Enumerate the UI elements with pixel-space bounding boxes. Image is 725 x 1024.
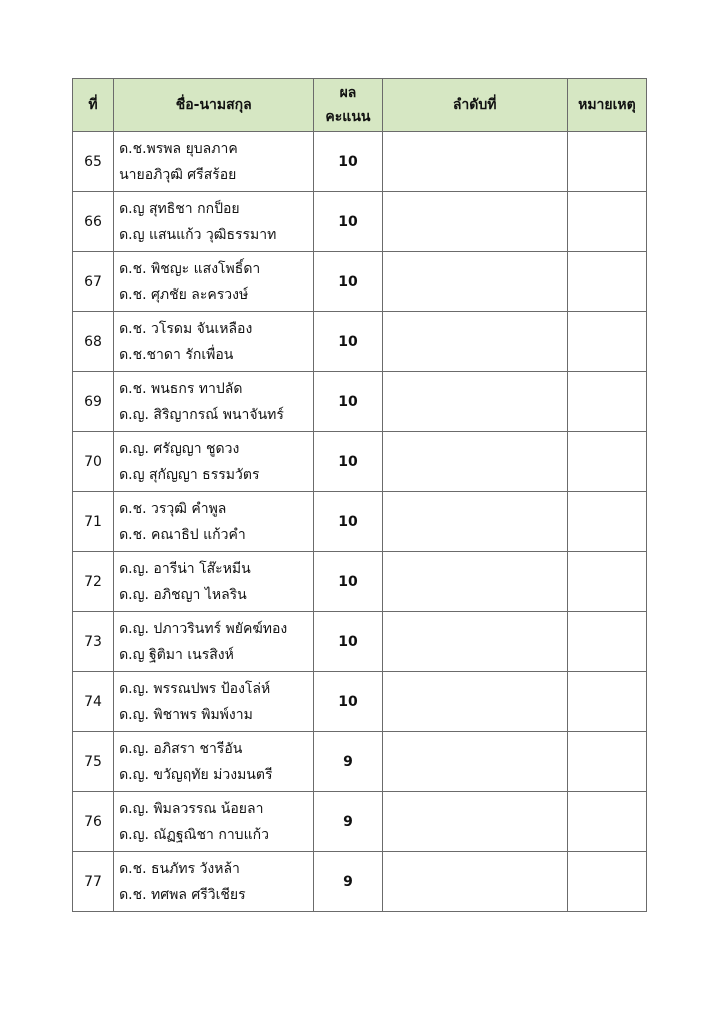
table-row: [73, 432, 647, 492]
row-score: 10: [314, 492, 382, 552]
table-row: [73, 312, 647, 372]
student-name: ด.ช. ศุภชัย ละครวงษ์: [119, 286, 249, 303]
student-name: ด.ช. วโรดม จันเหลือง: [119, 320, 253, 337]
table-row: [73, 792, 647, 852]
student-name: ด.ช. พนธกร ทาปลัด: [119, 380, 243, 397]
student-name: ด.ญ. อารีน่า โส๊ะหมีน: [119, 560, 251, 577]
student-name: ด.ญ. ณัฏฐณิชา กาบแก้ว: [119, 826, 269, 843]
row-rank: [382, 732, 567, 792]
table-row: [73, 492, 647, 552]
row-number: 77: [73, 852, 114, 912]
row-note: [567, 192, 646, 252]
student-name: ด.ช. คณาธิป แก้วคำ: [119, 526, 246, 543]
student-name: ด.ญ. อภิสรา ชารีอัน: [119, 740, 243, 757]
header-note: หมายเหตุ: [567, 79, 646, 132]
row-names: [114, 792, 314, 852]
row-names: [114, 612, 314, 672]
row-note: [567, 312, 646, 372]
row-score: 10: [314, 552, 382, 612]
student-name: นายอภิวุฒิ ศรีสร้อย: [119, 166, 237, 183]
row-number: 76: [73, 792, 114, 852]
header-score: [314, 79, 382, 132]
student-name: ด.ช. ธนภัทร วังหล้า: [119, 860, 240, 877]
row-rank: [382, 852, 567, 912]
table-row: [73, 852, 647, 912]
student-name: ด.ช. พิชญะ แสงโพธิ์ดา: [119, 260, 261, 277]
row-score: 10: [314, 612, 382, 672]
row-names: [114, 192, 314, 252]
row-rank: [382, 432, 567, 492]
row-rank: [382, 612, 567, 672]
student-name: ด.ช. ทศพล ศรีวิเชียร: [119, 886, 246, 903]
student-name: ด.ญ. ปภาวรินทร์ พยัคฆ์ทอง: [119, 620, 288, 637]
row-note: [567, 732, 646, 792]
row-rank: [382, 672, 567, 732]
table-row: [73, 672, 647, 732]
row-names: [114, 852, 314, 912]
row-score: 10: [314, 432, 382, 492]
header-name: ชื่อ-นามสกุล: [114, 79, 314, 132]
row-note: [567, 432, 646, 492]
row-number: 70: [73, 432, 114, 492]
row-note: [567, 132, 646, 192]
table-row: [73, 252, 647, 312]
row-note: [567, 252, 646, 312]
row-rank: [382, 312, 567, 372]
student-name: ด.ญ. สิริญากรณ์ พนาจันทร์: [119, 406, 284, 423]
row-score: 10: [314, 312, 382, 372]
student-name: ด.ญ. อภิชญา ไหลริน: [119, 586, 247, 603]
table-row: [73, 552, 647, 612]
student-name: ด.ญ. ขวัญฤทัย ม่วงมนตรี: [119, 766, 273, 783]
table-row: [73, 372, 647, 432]
row-names: [114, 312, 314, 372]
row-names: [114, 252, 314, 312]
header-rank: ลำดับที่: [382, 79, 567, 132]
row-rank: [382, 192, 567, 252]
row-names: [114, 732, 314, 792]
row-note: [567, 552, 646, 612]
row-score: 9: [314, 852, 382, 912]
row-score: 10: [314, 252, 382, 312]
row-rank: [382, 252, 567, 312]
student-name: ด.ญ. พิมลวรรณ น้อยลา: [119, 800, 264, 817]
row-rank: [382, 792, 567, 852]
student-name: ด.ช.ชาดา รักเพื่อน: [119, 346, 234, 363]
row-note: [567, 492, 646, 552]
student-name: ด.ญ. พิชาพร พิมพ์งาม: [119, 706, 253, 723]
row-number: 67: [73, 252, 114, 312]
row-note: [567, 852, 646, 912]
row-number: 72: [73, 552, 114, 612]
row-score: 9: [314, 732, 382, 792]
row-number: 74: [73, 672, 114, 732]
row-score: 10: [314, 192, 382, 252]
table-row: [73, 612, 647, 672]
header-score-line2: คะแนน: [325, 109, 371, 125]
row-number: 69: [73, 372, 114, 432]
row-rank: [382, 372, 567, 432]
row-number: 75: [73, 732, 114, 792]
row-number: 68: [73, 312, 114, 372]
header-score-line1: ผล: [339, 85, 357, 101]
row-number: 73: [73, 612, 114, 672]
student-name: ด.ญ. ศรัญญา ชูดวง: [119, 440, 240, 457]
row-note: [567, 612, 646, 672]
row-score: 9: [314, 792, 382, 852]
row-note: [567, 372, 646, 432]
row-note: [567, 792, 646, 852]
row-score: 10: [314, 372, 382, 432]
table-row: [73, 732, 647, 792]
student-name: ด.ช. วรวุฒิ คำพูล: [119, 500, 227, 517]
row-number: 71: [73, 492, 114, 552]
student-name: ด.ญ สุกัญญา ธรรมวัตร: [119, 466, 260, 483]
student-name: ด.ญ สุทธิชา กกป็อย: [119, 200, 240, 217]
row-number: 65: [73, 132, 114, 192]
header-no: ที่: [73, 79, 114, 132]
row-note: [567, 672, 646, 732]
results-table: [72, 78, 647, 912]
row-rank: [382, 552, 567, 612]
table-row: [73, 192, 647, 252]
row-score: 10: [314, 672, 382, 732]
student-name: ด.ช.พรพล ยุบลภาค: [119, 140, 238, 157]
row-names: [114, 132, 314, 192]
row-rank: [382, 132, 567, 192]
row-names: [114, 672, 314, 732]
row-number: 66: [73, 192, 114, 252]
row-score: 10: [314, 132, 382, 192]
student-name: ด.ญ ฐิติมา เนรสิงห์: [119, 646, 234, 663]
row-names: [114, 552, 314, 612]
row-rank: [382, 492, 567, 552]
student-name: ด.ญ แสนแก้ว วุฒิธรรมาท: [119, 226, 277, 243]
header-row: [73, 79, 647, 132]
table-row: [73, 132, 647, 192]
row-names: [114, 432, 314, 492]
table-header: [73, 79, 647, 132]
student-name: ด.ญ. พรรณปพร ป้องโล่ห์: [119, 680, 271, 697]
table-body: [73, 132, 647, 912]
row-names: [114, 492, 314, 552]
row-names: [114, 372, 314, 432]
